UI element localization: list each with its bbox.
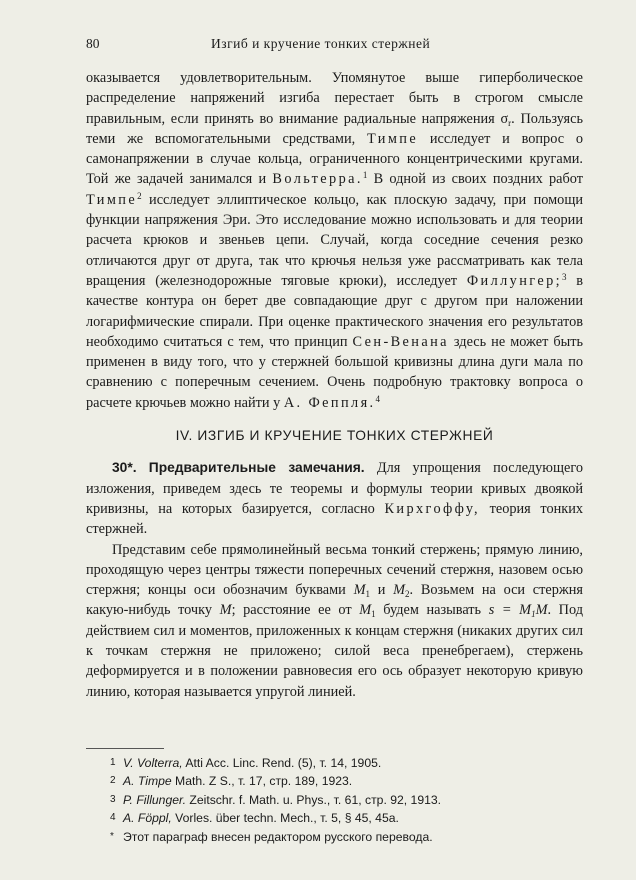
footnote: 2 A. Timpe Math. Z S., т. 17, стр. 189, 1923. — [110, 774, 353, 789]
page-number: 80 — [86, 36, 100, 51]
subsection-title: Предварительные замечания. — [148, 460, 365, 476]
author-name: Тимпе — [367, 130, 419, 147]
body-text — [86, 68, 583, 702]
author-name: Кирхгоффу, — [384, 500, 480, 517]
paragraph-2: 30*. Предварительные замечания. Для упрощения последующего изложения, приведем здесь те теоремы и формулы теории кривых двоякой кривизны, на которых базируется, согласно Кирхгоффу, теория тонких стержней. — [86, 460, 583, 538]
footnote-divider — [86, 748, 164, 749]
footnote: 3 P. Fillunger. Zeitschr. f. Math. u. Phys., т. 61, стр. 92, 1913. — [110, 792, 442, 807]
formula: $s = M_1M$ — [488, 602, 548, 620]
footnote-ref: 2 — [137, 190, 142, 201]
paragraph-1: оказывается удовлетворительным. Упомянутое выше гиперболическое распределение напряжений изгиба перестает быть в строгом смысле правильным, если принять во внимание радиальные напряжения $\sigma_r$. Пользуясь теми же вспомогательными средствами, Тимпе исследует и вопрос о самонапряжении в случае кольца, ограниченного концентрическими кругами. Той же задачей занимался и Вольтерра.$^1$ В одной из своих поздних работ Тимпе$^2$ исследует эллиптическое кольцо, как плоскую задачу, при помощи функции напряжения Эри. Это исследование можно использовать и для теории расчета крюков и звеньев цепи. Случай, когда соседние сечения резко отличаются друг от друга, так что крючья нельзя уже рассматривать как тела вращения (железнодорожные тяговые крюки), исследует Филлунгер;$^3$ в качестве контура он берет две совпадающие друг с другом при наложении логарифмические спирали. При оценке практического значения его результатов необходимо считаться с тем, что принцип Сен-Венана здесь не может быть применен в виду того, что у стержней большой кривизны длина дуги мала по сравнению с поперечным сечением. Очень подробную трактовку вопроса о расчете крючьев можно найти у А. Феппля.$^4$ — [86, 70, 584, 411]
section-heading: IV. ИЗГИБ И КРУЧЕНИЕ ТОНКИХ СТЕРЖНЕЙ — [175, 428, 494, 444]
paragraph-3: Представим себе прямолинейный весьма тонкий стержень; прямую линию, проходящую через центры тяжести поперечных сечений стержня, назовем осью стержня; концы оси обозначим буквами $M_1$ и $M_2$. Возьмем на оси стержня какую-нибудь точку M; расстояние ее от $M_1$ будем называть $s = M_1M$. Под действием сил и моментов, приложенных к концам стержня (никаких других сил к точкам стержня не приложено; силой веса пренебрегаем), стержень деформируется и в положении равновесия его ось образует некоторую кривую линию, которая называется упругой линией. — [86, 541, 584, 700]
author-name: Вольтерра. — [272, 171, 363, 188]
running-title: Изгиб и кручение тонких стержней — [211, 36, 431, 51]
footnote: 1 V. Volterra, Atti Acc. Linc. Rend. (5), т. 14, 1905. — [110, 756, 382, 770]
footnote: 4 A. Föppl, Vorles. über techn. Mech., т. 5, § 45, 45a. — [110, 811, 399, 826]
page-header — [86, 36, 586, 56]
footnote: * Этот параграф внесен редактором русского перевода. — [110, 829, 433, 844]
author-name: Сен-Венана — [352, 333, 449, 350]
author-name: Тимпе — [86, 191, 138, 208]
footnote-ref: 1 — [362, 170, 368, 181]
footnote-ref: 3 — [561, 271, 567, 282]
author-name: А. Феппля. — [283, 394, 376, 411]
subsection-number: 30*. — [112, 460, 137, 476]
author-name: Филлунгер; — [466, 272, 562, 289]
footnotes — [110, 754, 580, 846]
footnote-ref: 4 — [375, 393, 381, 404]
